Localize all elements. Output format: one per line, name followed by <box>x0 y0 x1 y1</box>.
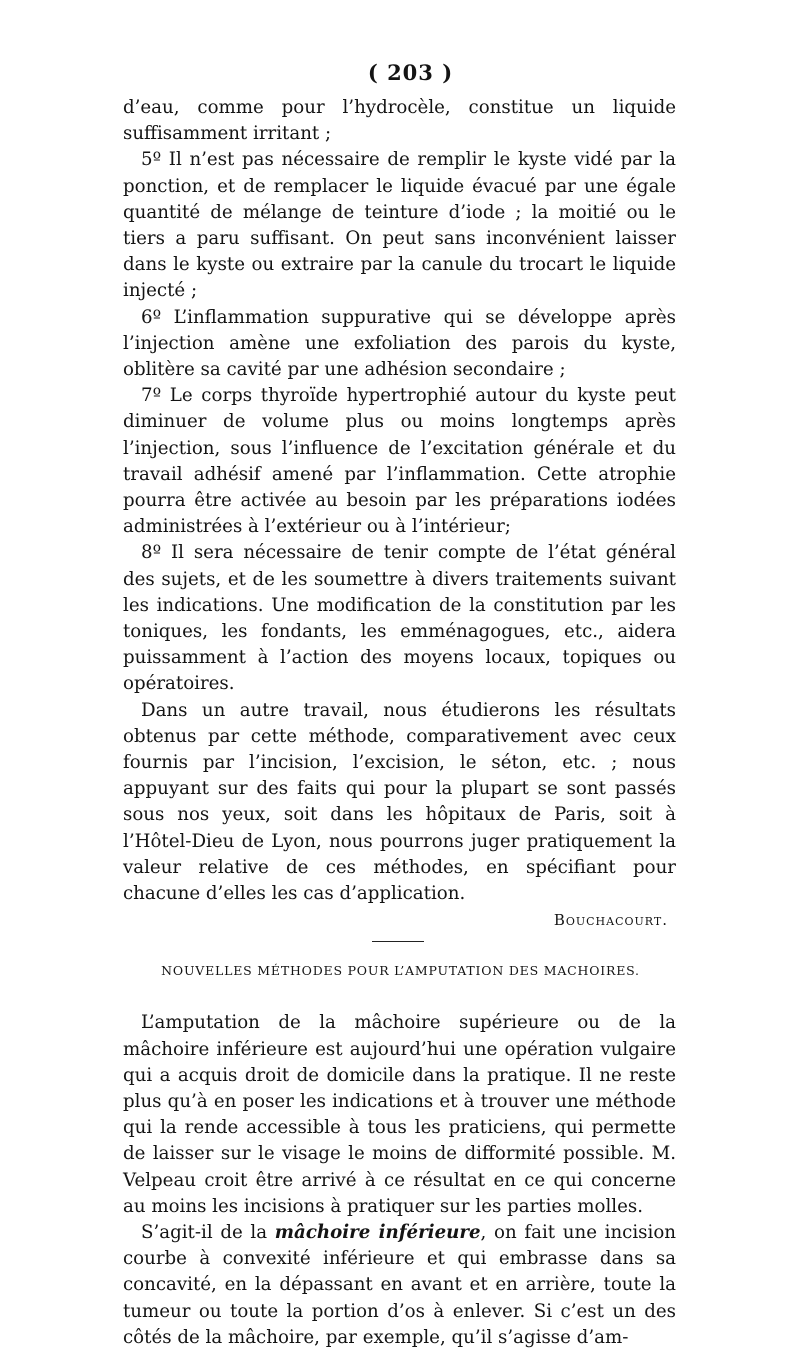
section-paragraph-2 <box>123 1220 676 1351</box>
section-title: NOUVELLES MÉTHODES POUR L’AMPUTATION DES MACHOIRES. <box>161 963 640 979</box>
emphasized-term: mâchoire inférieure <box>274 1221 481 1243</box>
document-page <box>123 60 676 1351</box>
paragraph-point-6: 6º L’inflammation suppurative qui se développe après l’injection amène une exfoliation des parois du kyste, oblitère sa cavité par une adhésion secondaire ; <box>123 306 676 381</box>
page-number: ( 203 ) <box>367 60 454 85</box>
paragraph-point-5: 5º Il n’est pas nécessaire de remplir le kyste vidé par la ponction, et de remplacer le liquide évacué par une égale quantité de mélange de teinture d’iode ; la moitié ou le tiers a paru suffisant. On peut sans inconvénient laisser dans le kyste ou extraire par la canule du trocart le liquide injecté ; <box>123 149 676 302</box>
paragraph-point-8: 8º Il sera nécessaire de tenir compte de l’état général des sujets, et de les soumettre à divers traitements suivant les indications. Une modification de la constitution par les toniques, les fondants, les emménagogues, etc., aidera puissamment à l’action des moyens locaux, topiques ou opératoires. <box>123 542 676 695</box>
paragraph-continuation: d’eau, comme pour l’hydrocèle, constitue un liquide suffisamment irritant ; <box>123 97 676 145</box>
paragraph-text-before: S’agit-il de la <box>141 1221 275 1243</box>
paragraph-conclusion: Dans un autre travail, nous étudierons les résultats obtenus par cette méthode, comparativement avec ceux fournis par l’incision, l’excision, le séton, etc. ; nous appuyant sur des faits qui pour la plupart se sont passés sous nos yeux, soit dans les hôpitaux de Paris, soit à l’Hôtel-Dieu de Lyon, nous pourrons juger pratiquement la valeur relative de ces méthodes, en spécifiant pour chacune d’elles les cas d’application. <box>123 699 676 905</box>
paragraph-point-7: 7º Le corps thyroïde hypertrophié autour du kyste peut diminuer de volume plus ou moins longtemps après l’injection, sous l’influence de l’excitation générale et du travail adhésif amené par l’inflammation. Cette atrophie pourra être activée au besoin par les préparations iodées administrées à l’extérieur ou à l’intérieur; <box>123 385 676 538</box>
author-signature: Bouchacourt. <box>553 911 668 930</box>
paragraph-text-after: , on fait une incision courbe à convexité inférieure et qui embrasse dans sa concavité, en la dépassant en avant et en arrière, toute la tumeur ou toute la portion d’os à enlever. Si c’est un des côtés de la mâchoire, par exemple, qu’il s’agisse d’am- <box>123 1221 676 1348</box>
section-paragraph-1: L’amputation de la mâchoire supérieure ou de la mâchoire inférieure est aujourd’hui une opération vulgaire qui a acquis droit de domicile dans la pratique. Il ne reste plus qu’à en poser les indications et à trouver une méthode qui la rende accessible à tous les praticiens, qui permette de laisser sur le visage le moins de difformité possible. M. Velpeau croit être arrivé à ce résultat en ce qui concerne au moins les incisions à pratiquer sur les parties molles. <box>123 1012 676 1217</box>
section-separator-rule <box>372 941 424 942</box>
